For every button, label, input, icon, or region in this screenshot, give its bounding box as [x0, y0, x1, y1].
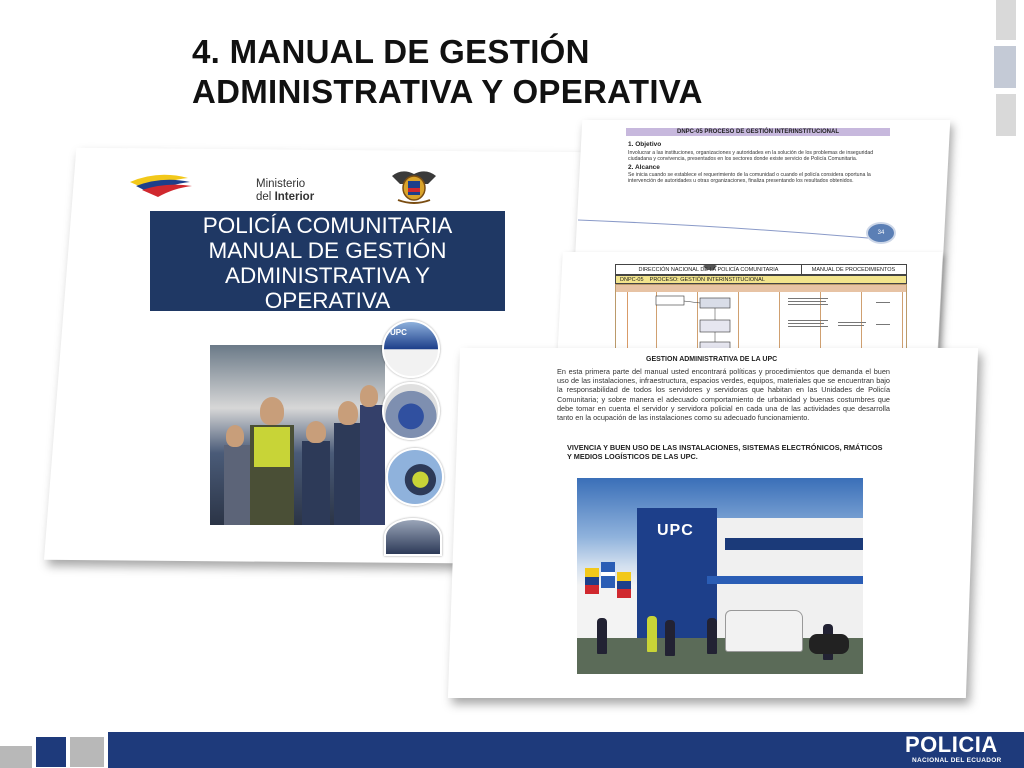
objetivo-text: Involucrar a las instituciones, organizaciones y autoridades en la solución de los problemas de inseguridad ciudadana y convivencia, presentados en los sectores donde existe servicio de Policía Comunitaria. [628, 150, 874, 163]
ministerio-line2-b: Interior [274, 191, 315, 203]
cover-banner-line4: OPERATIVA [264, 288, 391, 313]
slide-title-line2: ADMINISTRATIVA Y OPERATIVA [192, 73, 703, 110]
upc-circle-photo-4 [384, 518, 442, 556]
upc-circle-photo-2 [382, 382, 440, 440]
objetivo-header: DNPC-05 PROCESO DE GESTIÓN INTERINSTITUCIONAL [626, 128, 890, 136]
police-truck [725, 610, 803, 652]
table-header-left: DIRECCIÓN NACIONAL DE LA POLICÍA COMUNITARIA [616, 265, 802, 274]
slide-title-line1: 4. MANUAL DE GESTIÓN [192, 33, 590, 70]
footer-square-left [0, 746, 32, 768]
deco-square-bottom [996, 94, 1016, 136]
cover-banner-line2: MANUAL DE GESTIÓN [208, 238, 447, 263]
ministerio-line2-a: del [256, 191, 272, 203]
ecuador-flag-logo [128, 168, 216, 198]
procedure-table-column-headers [616, 285, 906, 292]
policia-logo: POLICIA [905, 732, 998, 757]
procedure-flowchart [628, 292, 898, 352]
table-header-row [615, 264, 907, 275]
gestion-paragraph: En esta primera parte del manual usted encontrará políticas y procedimientos que demanda el buen uso de las instalaciones, infraestructura, espacios verdes, equipos, materiales que se encuentran bajo la responsabilidad de todos los servidores y servidoras que habitan en las Unidades de Policía Comunitaria; y sobre manera el adecuado comportamiento de urbanidad y buenas costumbres que debe tomar en cuenta el servidor y servidora policial en cada una de las actividades que desarrolla tanto en la ocupación de las instalaciones como su adecuado funcionamiento. [557, 367, 890, 423]
cover-banner-line1: POLICÍA COMUNITARIA [202, 213, 453, 238]
policia-logo-subtitle: NACIONAL DEL ECUADOR [912, 757, 1002, 764]
deco-square-top [996, 0, 1016, 40]
alcance-text: Se inicia cuando se establece el requerimiento de la comunidad o cuando el policía considera oportuna la intervención de autoridades u otras organizaciones, finaliza presentando los resultados obtenidos. [628, 172, 871, 185]
gestion-title: GESTION ADMINISTRATIVA DE LA UPC [646, 356, 778, 363]
slide-title [192, 32, 832, 112]
community-police-photo [210, 345, 385, 525]
footer-bar [108, 732, 1024, 768]
upc-circle-label: UPC [390, 328, 407, 337]
gestion-subtitle: VIVENCIA Y BUEN USO DE LAS INSTALACIONES, SISTEMAS ELECTRÓNICOS, RMÁTICOS Y MEDIOS LOGÍSTICOS DE LAS UPC. [567, 443, 883, 462]
cover-title-banner [150, 211, 505, 311]
deco-square-middle [994, 46, 1016, 88]
ministerio-line1: Ministerio [256, 178, 306, 190]
table-process-code: DNPC-05 [620, 277, 644, 283]
upc-building-sign: UPC [657, 522, 694, 539]
table-process-name: PROCESO: GESTIÓN INTERINSTITUCIONAL [649, 277, 765, 283]
cover-banner-line3: ADMINISTRATIVA Y [224, 263, 431, 288]
alcance-section-label: 2. Alcance [628, 164, 660, 171]
table-process-row [615, 275, 907, 284]
ministerio-logo-text [256, 178, 314, 204]
upc-circle-photo-3 [386, 448, 444, 506]
objetivo-section-label: 1. Objetivo [628, 141, 662, 148]
footer-square-gray [70, 737, 104, 767]
page-curve-line [578, 212, 878, 242]
footer-square-blue [36, 737, 66, 767]
table-header-right: MANUAL DE PROCEDIMIENTOS [811, 267, 896, 273]
police-seal-icon [388, 166, 440, 206]
page-number-badge: 34 [866, 222, 896, 244]
upc-building-photo [577, 478, 863, 674]
upc-circle-photo-1 [382, 320, 440, 378]
